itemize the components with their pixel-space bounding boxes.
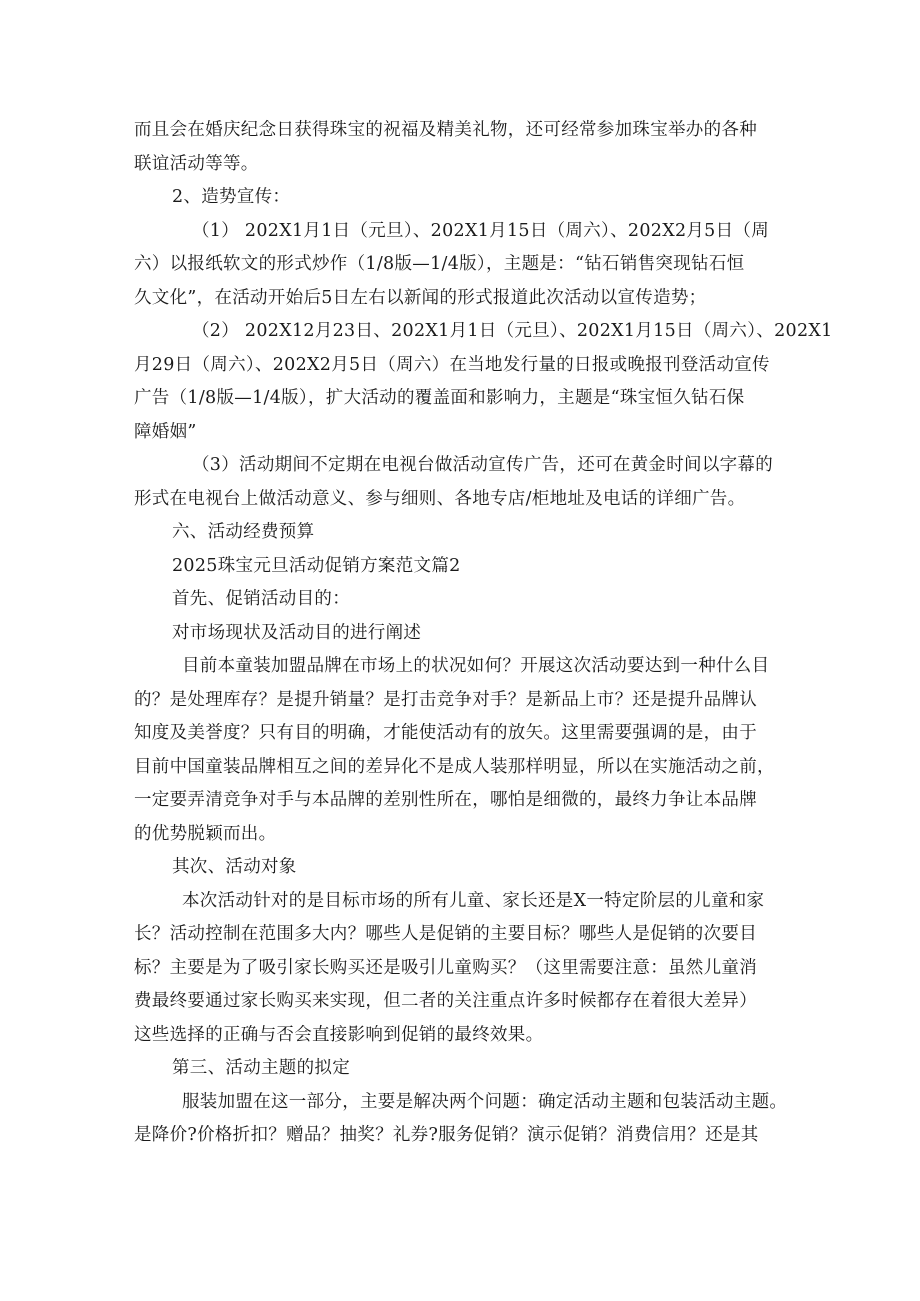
text-line: 长？活动控制在范围多大内？哪些人是促销的主要目标？哪些人是促销的次要目 <box>134 924 757 944</box>
text-line: 标？主要是为了吸引家长购买还是吸引儿童购买？（这里需要注意：虽然儿童消 <box>134 957 757 978</box>
text-line: 而且会在婚庆纪念日获得珠宝的祝福及精美礼物，还可经常参加珠宝举办的各种 <box>134 120 757 140</box>
text-line: 的？是处理库存？是提升销量？是打击竞争对手？是新品上市？还是提升品牌认 <box>134 689 757 710</box>
text-line: 六、活动经费预算 <box>172 522 315 542</box>
text-line: 费最终要通过家长购买来实现，但二者的关注重点许多时候都存在着很大差异） <box>134 991 757 1011</box>
text-line: 六）以报纸软文的形式炒作（1/8版—1/4版），主题是：“钻石销售突现钻石恒 <box>134 254 745 274</box>
text-line: 本次活动针对的是目标市场的所有儿童、家长还是X一特定阶层的儿童和家 <box>182 890 765 911</box>
text-line: 是降价?价格折扣？赠品？抽奖？礼券?服务促销？演示促销？消费信用？还是其 <box>134 1125 759 1145</box>
text-line: 其次、活动对象 <box>172 857 297 877</box>
text-line: 障婚姻” <box>134 421 197 442</box>
text-line: 月29日（周六）、202X2月5日（周六）在当地发行量的日报或晚报刊登活动宣传 <box>134 354 770 375</box>
text-line: （1） 202X1月1日（元旦）、202X1月15日（周六）、202X2月5日（周 <box>192 220 770 241</box>
text-line: 知度及美誉度？只有目的明确，才能使活动有的放矢。这里需要强调的是，由于 <box>134 723 757 743</box>
text-line: 首先、促销活动目的： <box>172 589 350 609</box>
text-line: 久文化”，在活动开始后5日左右以新闻的形式报道此次活动以宣传造势； <box>134 287 707 308</box>
text-line: 2、造势宣传： <box>172 187 291 207</box>
text-line: （2） 202X12月23日、202X1月1日（元旦）、202X1月15日（周六）、202X1 <box>192 321 833 341</box>
text-line: 2025珠宝元旦活动促销方案范文篇2 <box>172 555 461 576</box>
text-line: 第三、活动主题的拟定 <box>172 1058 350 1078</box>
text-line: 形式在电视台上做活动意义、参与细则、各地专店/柜地址及电话的详细广告。 <box>134 488 746 509</box>
text-line: 一定要弄清竞争对手与本品牌的差别性所在，哪怕是细微的，最终力争让本品牌 <box>134 790 757 810</box>
text-line: 的优势脱颖而出。 <box>134 823 277 844</box>
text-line: 目前本童装加盟品牌在市场上的状况如何？开展这次活动要达到一种什么目 <box>182 656 770 676</box>
document-body <box>134 114 833 1153</box>
text-line: 目前中国童装品牌相互之间的差异化不是成人装那样明显，所以在实施活动之前， <box>134 756 775 777</box>
text-line: 服装加盟在这一部分，主要是解决两个问题：确定活动主题和包装活动主题。 <box>182 1091 788 1112</box>
text-line: 这些选择的正确与否会直接影响到促销的最终效果。 <box>134 1024 544 1045</box>
text-line: 联谊活动等等。 <box>134 153 259 174</box>
text-line: 广告（1/8版—1/4版），扩大活动的覆盖面和影响力，主题是“珠宝恒久钻石保 <box>134 388 745 408</box>
text-line: （3）活动期间不定期在电视台做活动宣传广告，还可在黄金时间以字幕的 <box>192 455 774 475</box>
text-line: 对市场现状及活动目的进行阐述 <box>172 622 422 643</box>
